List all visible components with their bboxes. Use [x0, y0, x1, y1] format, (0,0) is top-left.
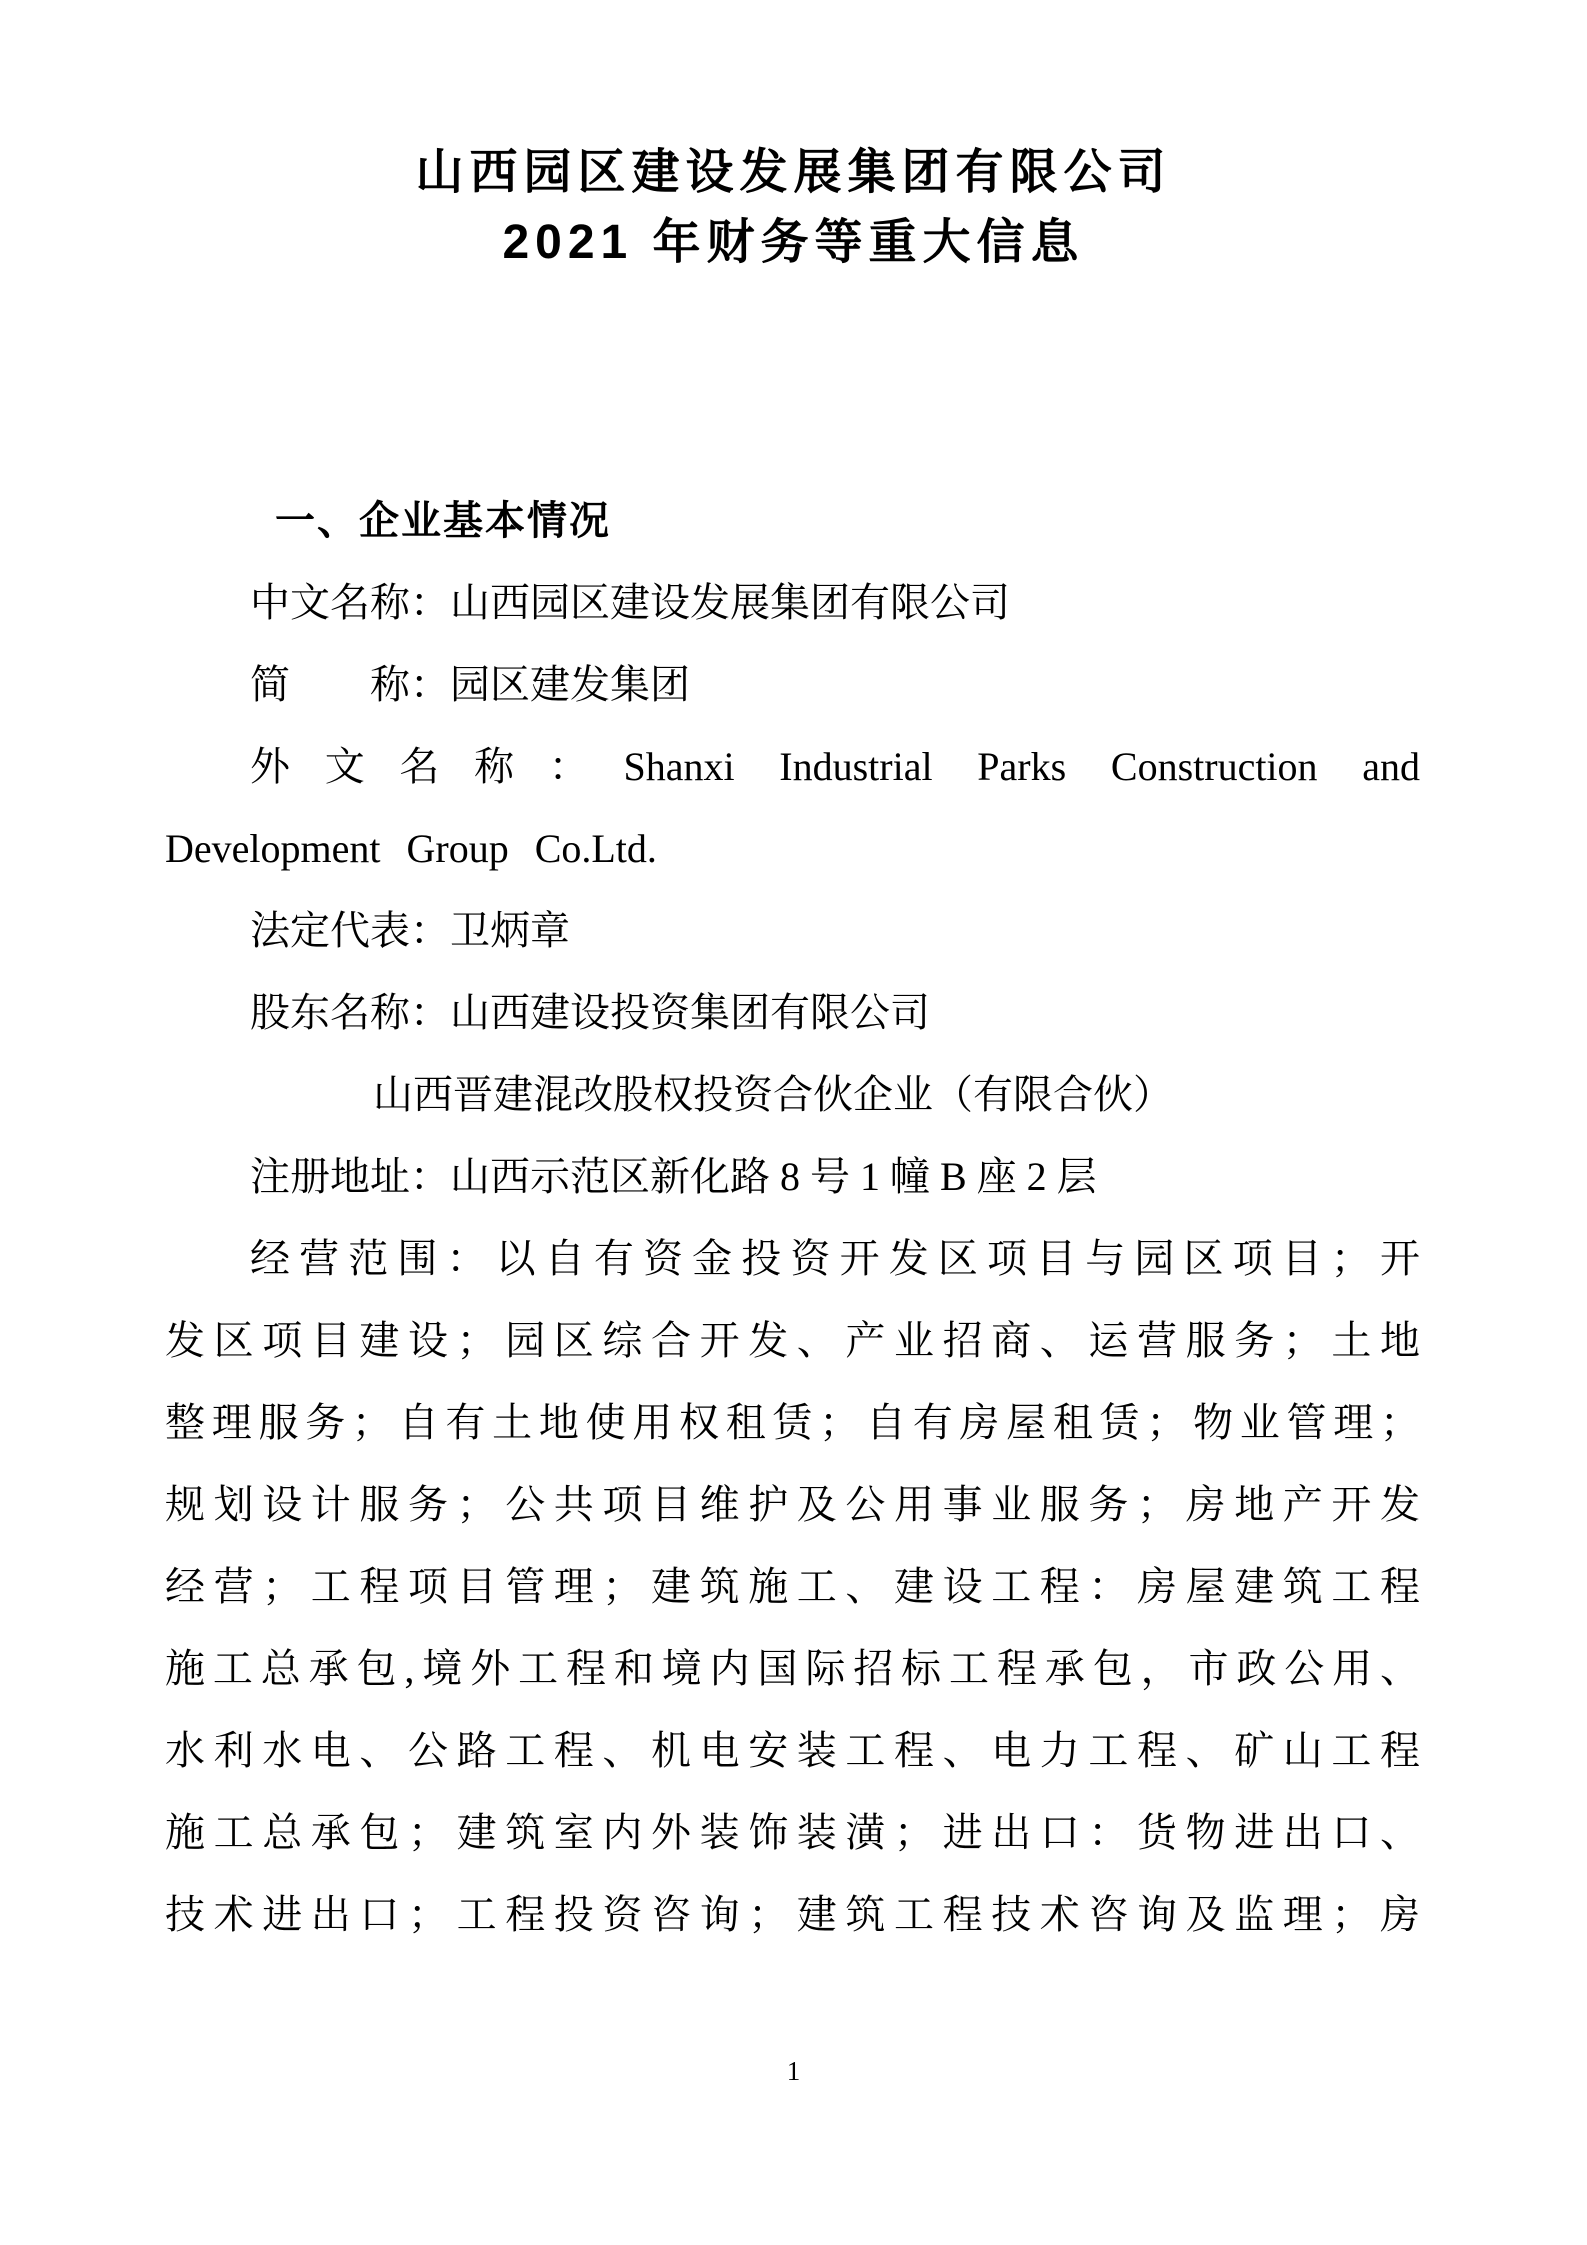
line-business-scope-4: 规划设计服务；公共项目维护及公用事业服务；房地产开发: [165, 1482, 1420, 1527]
line-short-name: 简 称：园区建发集团: [250, 662, 690, 707]
title-block: [0, 0, 1587, 278]
line-legal-representative: 法定代表：卫炳章: [250, 908, 570, 953]
line-shareholder-2: 山西晋建混改股权投资合伙企业（有限合伙）: [373, 1072, 1173, 1117]
line-business-scope-9: 技术进出口；工程投资咨询；建筑工程技术咨询及监理；房: [165, 1892, 1420, 1937]
line-business-scope-1: 经营范围：以自有资金投资开发区项目与园区项目；开: [250, 1236, 1420, 1281]
line-registered-address: 注册地址：山西示范区新化路 8 号 1 幢 B 座 2 层: [250, 1154, 1097, 1199]
line-shareholder-1: 股东名称：山西建设投资集团有限公司: [250, 990, 930, 1035]
line-business-scope-2: 发区项目建设；园区综合开发、产业招商、运营服务；土地: [165, 1318, 1420, 1363]
line-business-scope-8: 施工总承包；建筑室内外装饰装潢；进出口：货物进出口、: [165, 1810, 1420, 1855]
document-subtitle: 2021 年财务等重大信息: [502, 216, 1085, 269]
line-chinese-name: 中文名称：山西园区建设发展集团有限公司: [250, 580, 1010, 625]
page-number: 1: [786, 2056, 801, 2086]
line-business-scope-7: 水利水电、公路工程、机电安装工程、电力工程、矿山工程: [165, 1728, 1420, 1773]
document-body: [165, 480, 1420, 1956]
document-title: 山西园区建设发展集团有限公司: [415, 146, 1172, 199]
line-business-scope-5: 经营；工程项目管理；建筑施工、建设工程：房屋建筑工程: [165, 1564, 1420, 1609]
line-foreign-name: 外文名称：Shanxi Industrial Parks Construction and: [250, 744, 1420, 789]
line-business-scope-6: 施工总承包,境外工程和境内国际招标工程承包，市政公用、: [165, 1646, 1420, 1691]
section-heading: 一、企业基本情况: [275, 499, 611, 543]
line-foreign-name-cont: Development Group Co.Ltd.: [165, 826, 657, 871]
line-business-scope-3: 整理服务；自有土地使用权租赁；自有房屋租赁；物业管理；: [165, 1400, 1420, 1445]
